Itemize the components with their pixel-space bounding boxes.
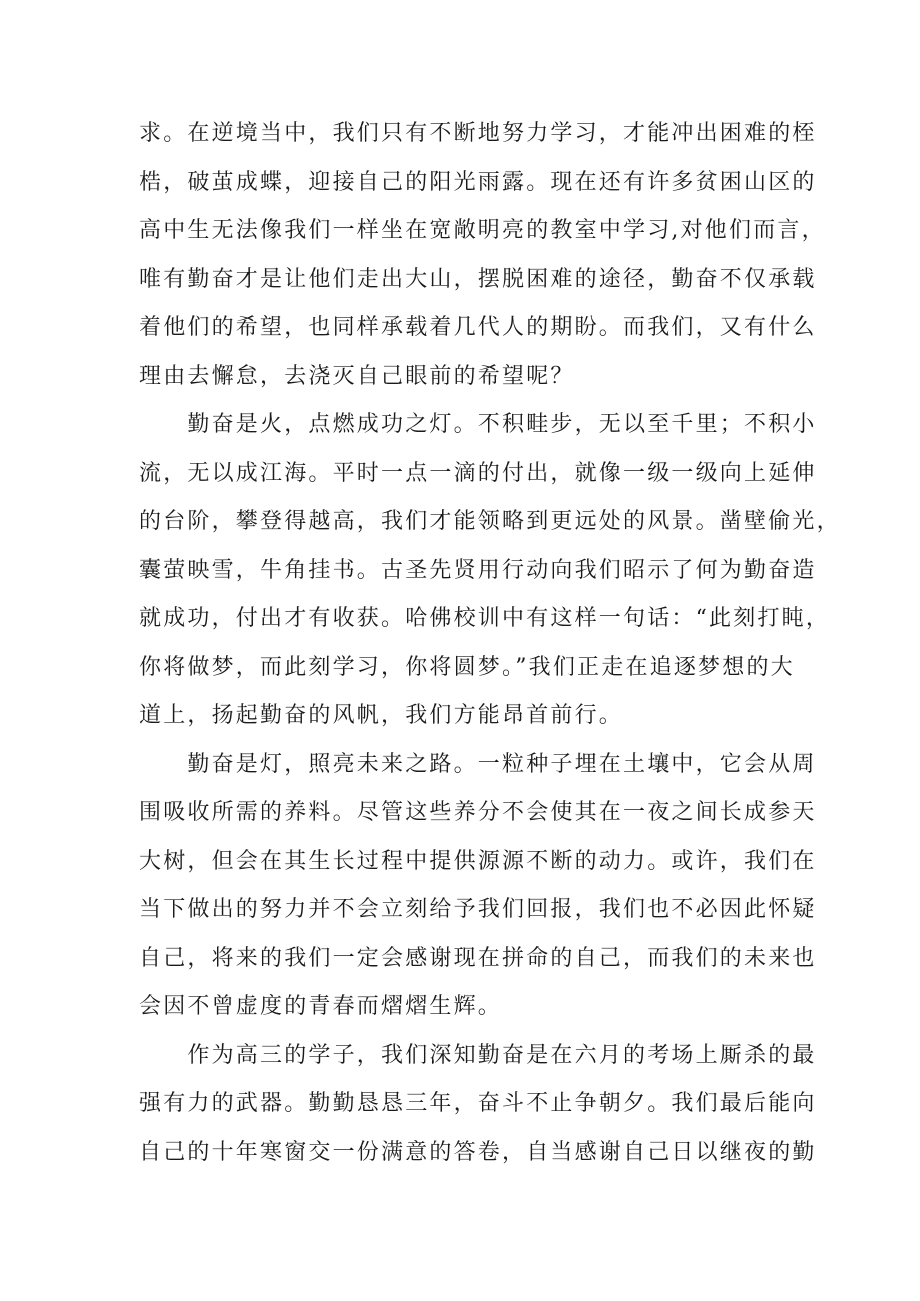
text-line: 道上，扬起勤奋的风帆，我们方能昂首前行。 [139,703,624,728]
text-line: 的台阶，攀登得越高，我们才能领略到更远处的风景。凿壁偷光， [139,509,841,534]
text-line: 围吸收所需的养料。尽管这些养分不会使其在一夜之间长成参天 [139,800,817,825]
text-line: 当下做出的努力并不会立刻给予我们回报，我们也不必因此怀疑 [139,897,817,922]
text-line: 自己，将来的我们一定会感谢现在拼命的自己，而我们的未来也 [139,945,817,971]
text-line: 梏，破茧成蝶，迎接自己的阳光雨露。现在还有许多贫困山区的 [139,169,817,195]
text-line: 就成功，付出才有收获。哈佛校训中有这样一句话：“此刻打盹， [139,606,831,631]
text-line: 作为高三的学子，我们深知勤奋是在六月的考场上厮杀的最 [139,1042,817,1068]
text-line: 唯有勤奋才是让他们走出大山，摆脱困难的途径，勤奋不仅承载 [139,266,817,292]
text-line: 勤奋是灯，照亮未来之路。一粒种子埋在土壤中，它会从周 [139,751,817,777]
text-line: 理由去懈怠，去浇灭自己眼前的希望呢？ [139,363,575,389]
text-line: 高中生无法像我们一样坐在宽敞明亮的教室中学习,对他们而言， [139,218,826,243]
text-line: 勤奋是火，点燃成功之灯。不积畦步，无以至千里；不积小 [139,412,817,437]
text-line: 流，无以成江海。平时一点一滴的付出，就像一级一级向上延伸 [139,460,817,486]
text-line: 大树，但会在其生长过程中提供源源不断的动力。或许，我们在 [139,848,817,874]
essay-body [139,110,841,1177]
text-line: 自己的十年寒窗交一份满意的答卷，自当感谢自己日以继夜的勤 [139,1139,817,1165]
text-line: 会因不曾虚度的青春而熠熠生辉。 [139,994,503,1019]
text-line: 强有力的武器。勤勤恳恳三年，奋斗不止争朝夕。我们最后能向 [139,1091,817,1116]
text-line: 你将做梦，而此刻学习，你将圆梦。”我们正走在追逐梦想的大 [139,654,795,680]
text-line: 求。在逆境当中，我们只有不断地努力学习，才能冲出困难的桎 [139,121,817,146]
text-line: 囊萤映雪，牛角挂书。古圣先贤用行动向我们昭示了何为勤奋造 [139,557,817,583]
text-line: 着他们的希望，也同样承载着几代人的期盼。而我们，又有什么 [139,315,817,340]
